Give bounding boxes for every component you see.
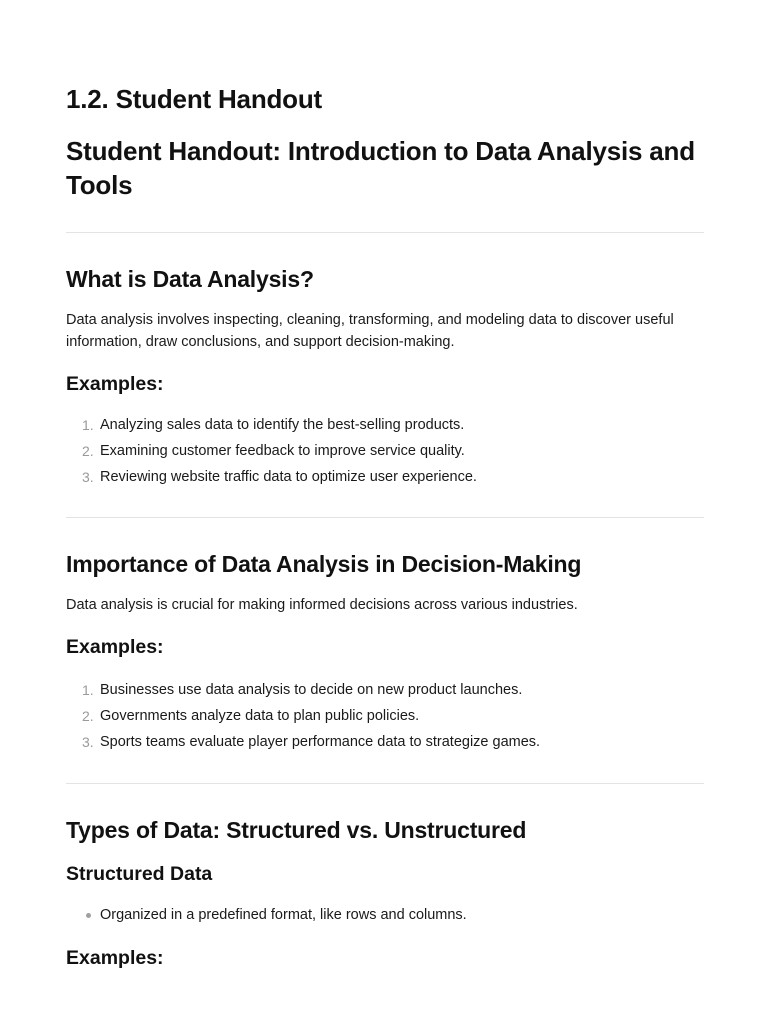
section-heading-importance: Importance of Data Analysis in Decision-Making <box>66 551 582 577</box>
section-heading-types-of-data: Types of Data: Structured vs. Unstructured <box>66 817 527 843</box>
bullet-dot-icon <box>86 913 91 918</box>
list-number: 2. <box>82 708 94 724</box>
list-item <box>66 464 704 490</box>
section-heading-what-is-data-analysis: What is Data Analysis? <box>66 266 314 292</box>
list-item <box>66 729 704 755</box>
divider <box>66 517 704 518</box>
list-number: 3. <box>82 734 94 750</box>
list-item-text: Businesses use data analysis to decide on new product launches. <box>100 682 523 698</box>
list-item <box>66 703 704 729</box>
examples-heading: Examples: <box>66 373 164 395</box>
list-number: 2. <box>82 443 94 459</box>
bullet-item <box>66 904 704 926</box>
examples-list <box>66 677 704 755</box>
list-item-text: Sports teams evaluate player performance data to strategize games. <box>100 734 541 750</box>
list-item-text: Governments analyze data to plan public policies. <box>100 708 420 724</box>
list-item <box>66 412 704 438</box>
divider <box>66 783 704 784</box>
examples-heading: Examples: <box>66 947 164 969</box>
list-item-text: Analyzing sales data to identify the best-selling products. <box>100 417 465 433</box>
list-number: 1. <box>82 417 94 433</box>
examples-list <box>66 412 704 490</box>
divider <box>66 232 704 233</box>
section-paragraph: Data analysis involves inspecting, cleaning, transforming, and modeling data to discover useful information, draw conclusions, and support decision-making. <box>66 312 674 350</box>
list-item <box>66 677 704 703</box>
document-content <box>66 83 704 970</box>
bullet-list <box>66 904 704 926</box>
list-item <box>66 438 704 464</box>
examples-heading: Examples: <box>66 636 164 658</box>
section-paragraph: Data analysis is crucial for making informed decisions across various industries. <box>66 597 578 613</box>
section-title: 1.2. Student Handout <box>66 84 323 114</box>
list-item-text: Reviewing website traffic data to optimize user experience. <box>100 469 477 485</box>
subheading-structured-data: Structured Data <box>66 863 213 885</box>
bullet-item-text: Organized in a predefined format, like rows and columns. <box>100 907 467 923</box>
document-title: Student Handout: Introduction to Data Analysis and Tools <box>66 136 695 200</box>
list-number: 3. <box>82 469 94 485</box>
list-number: 1. <box>82 682 94 698</box>
list-item-text: Examining customer feedback to improve service quality. <box>100 443 465 459</box>
